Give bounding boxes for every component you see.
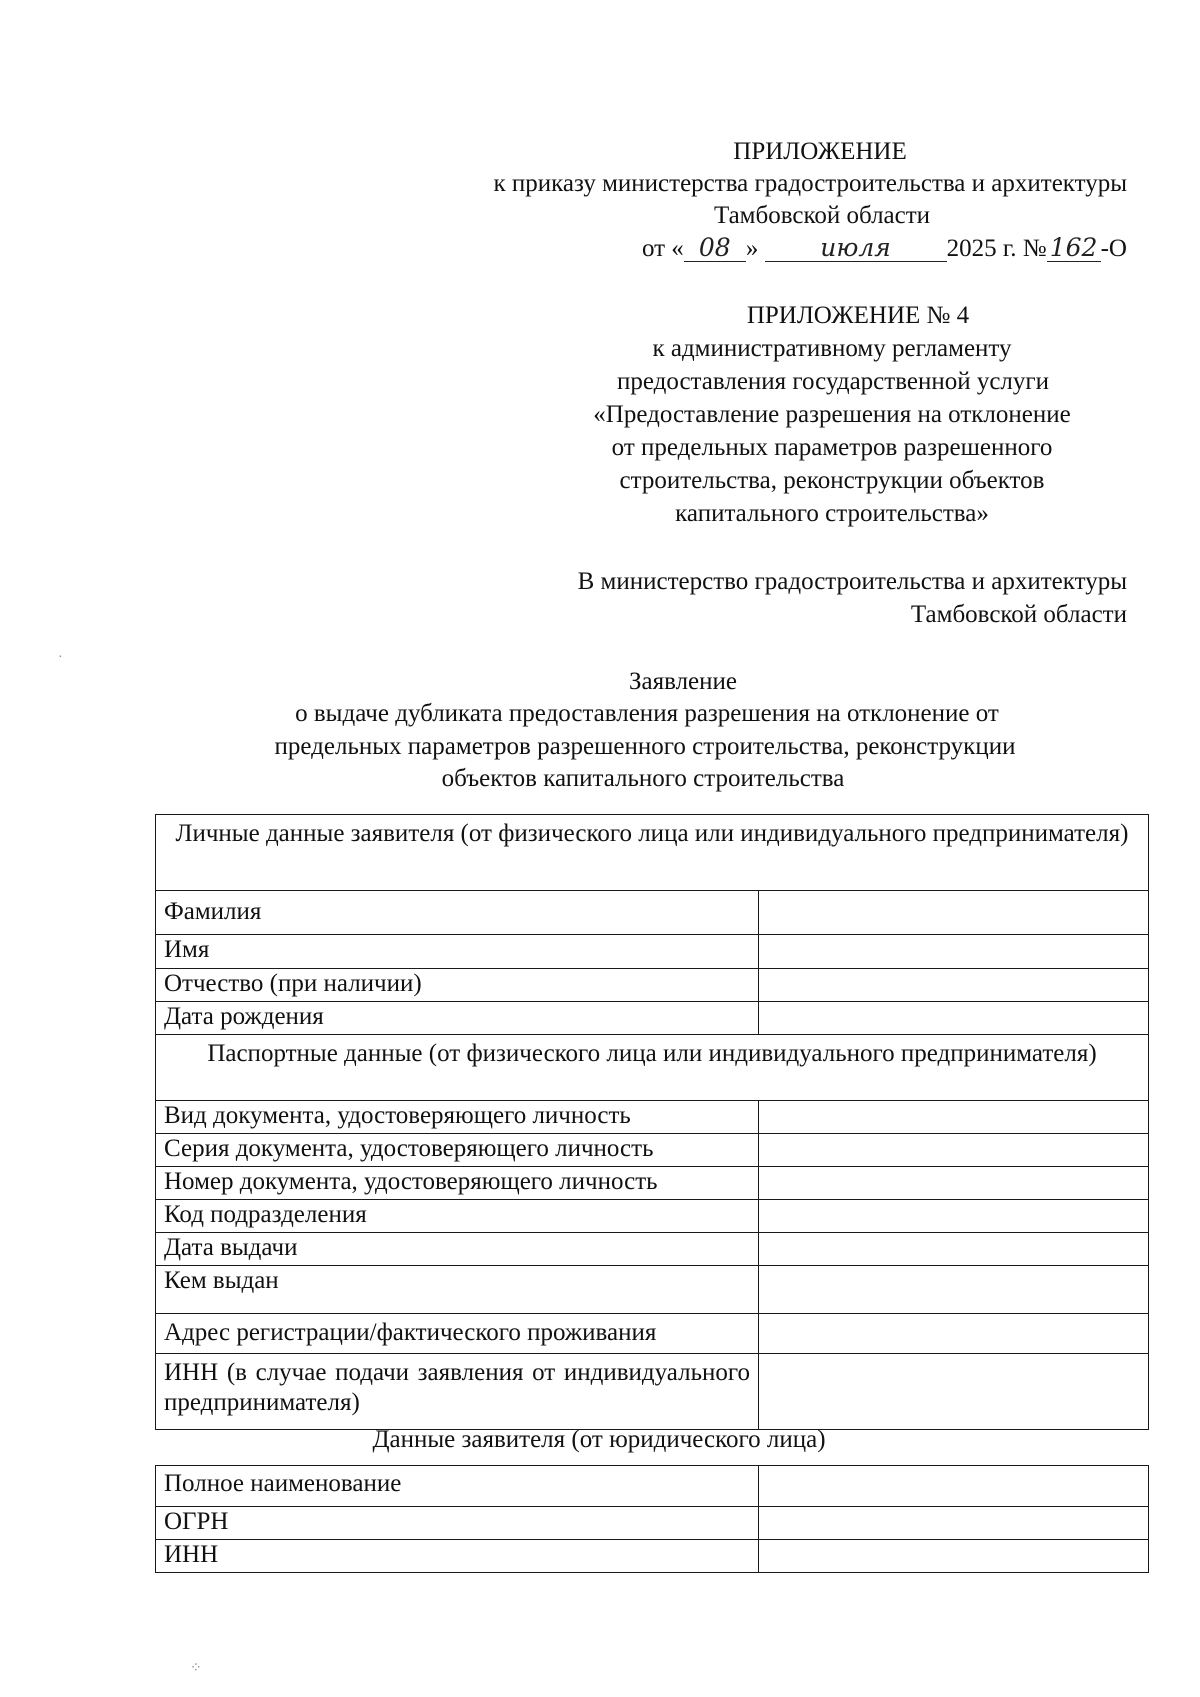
order-date-line	[642, 233, 1127, 265]
value-cell-ogrn[interactable]	[759, 1507, 1149, 1540]
scan-speck: ⁘	[190, 1661, 202, 1676]
row-label: Дата рождения	[156, 1002, 759, 1035]
value-cell-division-code[interactable]	[759, 1200, 1149, 1233]
table-row	[156, 969, 1149, 1002]
statement-title: Заявление	[628, 668, 738, 695]
date-day-handwritten: 08	[684, 235, 746, 262]
order-suffix: -О	[1100, 235, 1127, 262]
personal-data-table	[155, 814, 1149, 1430]
value-cell-issued-by[interactable]	[759, 1266, 1149, 1314]
value-cell-surname[interactable]	[759, 891, 1149, 935]
row-label: Серия документа, удостоверяющего личность	[156, 1134, 759, 1167]
row-label: Кем выдан	[156, 1266, 759, 1314]
legal-section-title: Данные заявителя (от юридического лица)	[372, 1426, 826, 1453]
order-number-handwritten: 162	[1047, 235, 1101, 262]
table-row	[156, 1540, 1149, 1573]
value-cell-inn-legal[interactable]	[759, 1540, 1149, 1573]
row-label: ИНН	[156, 1540, 759, 1573]
table-row	[156, 1314, 1149, 1354]
row-label: Фамилия	[156, 891, 759, 935]
passport-data-header: Паспортные данные (от физического лица или индивидуального предпринимателя)	[156, 1035, 1149, 1101]
value-cell-inn-individual[interactable]	[759, 1354, 1149, 1430]
value-cell-full-name[interactable]	[759, 1466, 1149, 1507]
row-label: ИНН (в случае подачи заявления от индивидуального предпринимателя)	[156, 1354, 759, 1430]
appendix4-line-5: строительства, реконструкции объектов	[619, 467, 1045, 494]
date-month-handwritten: июля	[765, 235, 947, 262]
addressee-line-1: В министерство градостроительства и архитектуры	[577, 568, 1127, 595]
row-label: Код подразделения	[156, 1200, 759, 1233]
appendix4-line-4: от предельных параметров разрешенного	[611, 434, 1053, 461]
statement-line-1: о выдаче дубликата предоставления разрешения на отклонение от	[295, 700, 999, 727]
table-row	[156, 1101, 1149, 1134]
table-row	[156, 1354, 1149, 1430]
section-header-row	[156, 1035, 1149, 1101]
value-cell-doc-number[interactable]	[759, 1167, 1149, 1200]
date-year: 2025 г. №	[946, 235, 1047, 262]
value-cell-patronymic[interactable]	[759, 969, 1149, 1002]
appendix-title: ПРИЛОЖЕНИЕ	[733, 138, 907, 165]
row-label: Имя	[156, 935, 759, 969]
addressee-line-2: Тамбовской области	[910, 601, 1127, 628]
row-label: Отчество (при наличии)	[156, 969, 759, 1002]
statement-line-3: объектов капитального строительства	[441, 765, 845, 792]
section-header-row	[156, 815, 1149, 891]
date-mid: »	[745, 235, 759, 262]
row-label: Адрес регистрации/фактического проживания	[156, 1314, 759, 1354]
value-cell-address[interactable]	[759, 1314, 1149, 1354]
table-row	[156, 1200, 1149, 1233]
personal-data-header: Личные данные заявителя (от физического лица или индивидуального предпринимателя)	[156, 815, 1149, 891]
appendix4-line-2: предоставления государственной услуги	[616, 368, 1050, 395]
value-cell-birth-date[interactable]	[759, 1002, 1149, 1035]
table-row	[156, 1134, 1149, 1167]
table-row	[156, 935, 1149, 969]
table-row	[156, 1167, 1149, 1200]
appendix-line-1: к приказу министерства градостроительства и архитектуры	[493, 170, 1127, 197]
appendix4-line-1: к административному регламенту	[652, 335, 1012, 362]
scan-speck: ·	[58, 650, 63, 665]
legal-data-table	[155, 1465, 1149, 1573]
table-row	[156, 1233, 1149, 1266]
table-row	[156, 891, 1149, 935]
row-label: Дата выдачи	[156, 1233, 759, 1266]
table-row	[156, 1466, 1149, 1507]
row-label: ОГРН	[156, 1507, 759, 1540]
value-cell-doc-series[interactable]	[759, 1134, 1149, 1167]
value-cell-name[interactable]	[759, 935, 1149, 969]
table-row	[156, 1266, 1149, 1314]
appendix4-title: ПРИЛОЖЕНИЕ № 4	[746, 302, 970, 329]
value-cell-issue-date[interactable]	[759, 1233, 1149, 1266]
table-row	[156, 1002, 1149, 1035]
table-row	[156, 1507, 1149, 1540]
row-label: Номер документа, удостоверяющего личность	[156, 1167, 759, 1200]
appendix4-line-3: «Предоставление разрешения на отклонение	[593, 401, 1071, 428]
statement-line-2: предельных параметров разрешенного строительства, реконструкции	[274, 733, 1016, 760]
row-label: Вид документа, удостоверяющего личность	[156, 1101, 759, 1134]
appendix-line-2: Тамбовской области	[713, 202, 931, 229]
row-label: Полное наименование	[156, 1466, 759, 1507]
value-cell-doc-type[interactable]	[759, 1101, 1149, 1134]
appendix4-line-6: капитального строительства»	[675, 500, 989, 527]
date-prefix: от «	[641, 235, 684, 262]
